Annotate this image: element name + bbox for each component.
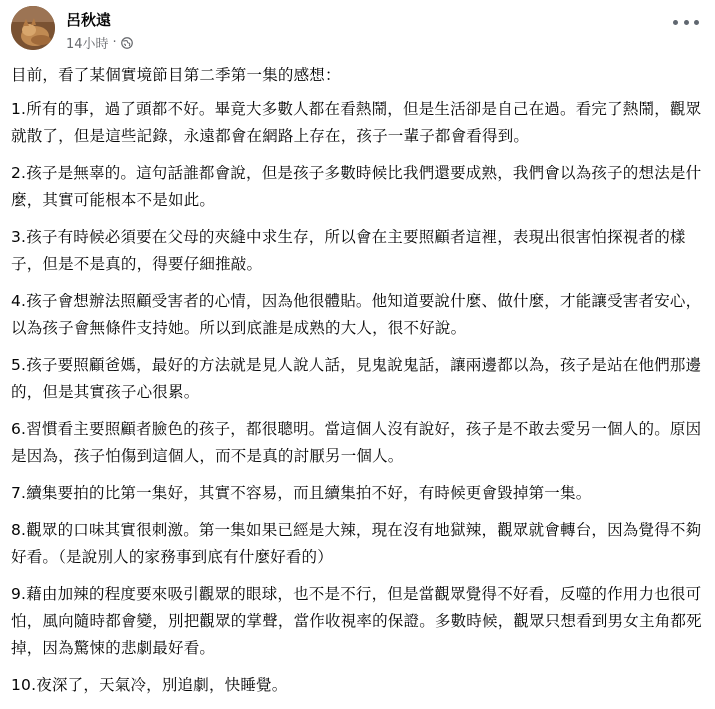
more-dot xyxy=(673,20,678,25)
post-paragraph-8: 8.觀眾的口味其實很刺激。第一集如果已經是大辣，現在沒有地獄辣，觀眾就會轉台，因為覺得不夠好看。（是說別人的家務事到底有什麼好看的） xyxy=(11,521,702,566)
post-paragraph-9: 9.藉由加辣的程度要來吸引觀眾的眼球，也不是不行，但是當觀眾覺得不好看，反噬的作用力也很可怕，風向隨時都會變，別把觀眾的掌聲，當作收視率的保證。多數時候，觀眾只想看到男女主角都死掉，因為驚悚的悲劇最好看。 xyxy=(11,585,702,657)
post-paragraph-7: 7.續集要拍的比第一集好，其實不容易，而且續集拍不好，有時候更會毀掉第一集。 xyxy=(11,484,592,502)
post-paragraph-5: 5.孩子要照顧爸媽，最好的方法就是見人說人話，見鬼說鬼話，讓兩邊都以為，孩子是站在他們那邊的，但是其實孩子心很累。 xyxy=(11,356,702,401)
avatar-image-icon xyxy=(11,6,55,50)
avatar[interactable] xyxy=(11,6,55,50)
post-paragraph-1: 1.所有的事，過了頭都不好。畢竟大多數人都在看熱鬧，但是生活卻是自己在過。看完了熱鬧，觀眾就散了，但是這些記錄，永遠都會在網路上存在，孩子一輩子都會看得到。 xyxy=(11,100,702,145)
more-dot xyxy=(684,20,689,25)
post-header xyxy=(11,6,705,56)
post-paragraph-4: 4.孩子會想辦法照顧受害者的心情，因為他很體貼。他知道要說什麼、做什麼，才能讓受害者安心，以為孩子會無條件支持她。所以到底誰是成熟的大人，很不好說。 xyxy=(11,292,702,337)
more-dot xyxy=(694,20,699,25)
post-paragraph-2: 2.孩子是無辜的。這句話誰都會說，但是孩子多數時候比我們還要成熟，我們會以為孩子的想法是什麼，其實可能根本不是如此。 xyxy=(11,164,702,209)
post-timestamp[interactable]: 14小時 xyxy=(66,37,109,52)
post-intro: 目前，看了某個實境節目第二季第一集的感想： xyxy=(11,66,341,84)
post-paragraph-3: 3.孩子有時候必須要在父母的夾縫中求生存，所以會在主要照顧者這裡，表現出很害怕探視者的樣子，但是不是真的，得要仔細推敲。 xyxy=(11,228,686,273)
globe-icon[interactable] xyxy=(121,37,133,49)
post-body xyxy=(11,62,703,709)
post-paragraph-6: 6.習慣看主要照顧者臉色的孩子，都很聰明。當這個人沒有說好，孩子是不敢去愛另一個人的。原因是因為，孩子怕傷到這個人，而不是真的討厭另一個人。 xyxy=(11,420,702,465)
post-paragraph-10: 10.夜深了，天氣冷，別追劇，快睡覺。 xyxy=(11,676,288,694)
post-meta xyxy=(66,33,133,52)
meta-separator: · xyxy=(112,35,117,50)
author-name[interactable]: 呂秋遠 xyxy=(66,11,112,29)
more-horizontal-icon[interactable] xyxy=(673,12,699,32)
